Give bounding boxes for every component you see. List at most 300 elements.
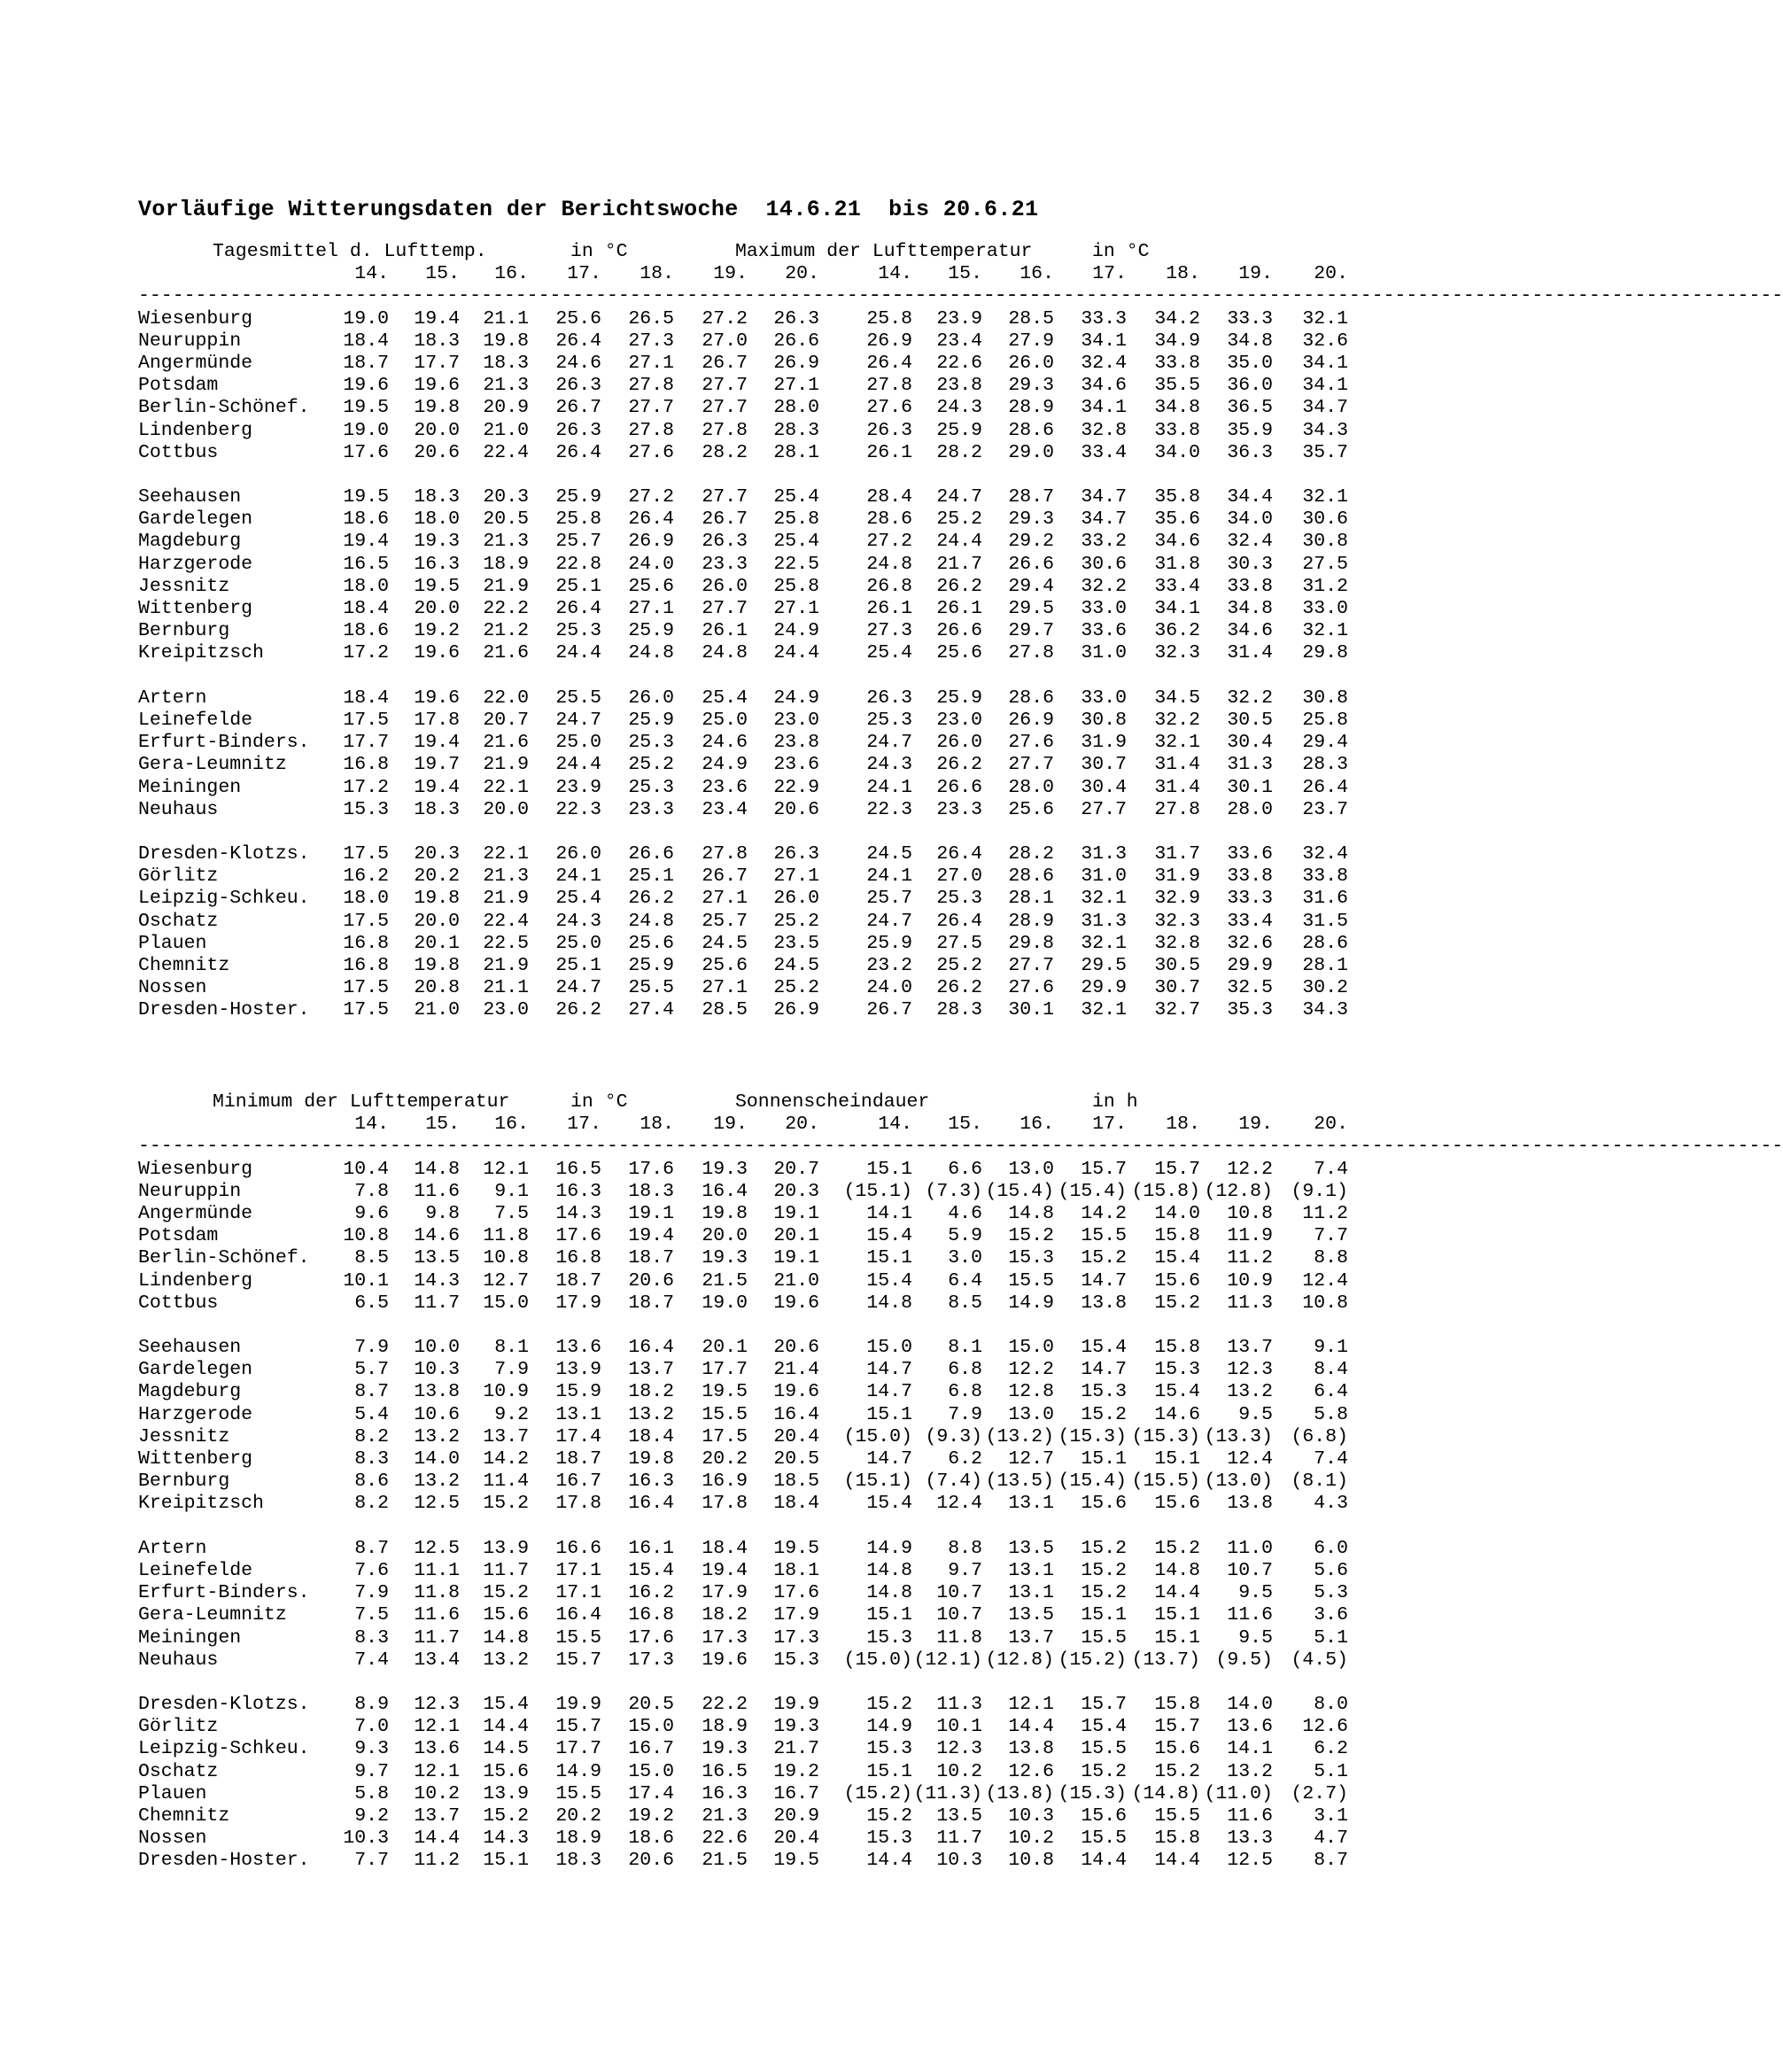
value-cell: 19.8 (702, 1202, 748, 1224)
value-cell: 32.7 (1154, 999, 1200, 1021)
value-cell: 24.4 (555, 754, 601, 776)
value-cell: 24.1 (555, 865, 601, 888)
value-cell: 21.4 (773, 1359, 819, 1381)
day-label: 17. (567, 263, 601, 285)
value-cell: 25.4 (773, 531, 819, 553)
value-cell: 9.7 (948, 1559, 982, 1581)
value-cell: 19.6 (414, 687, 460, 709)
value-cell: 11.8 (414, 1582, 460, 1604)
value-cell: 16.8 (343, 955, 389, 976)
value-cell: 17.3 (628, 1649, 674, 1671)
day-label: 17. (1092, 263, 1127, 285)
station-name: Artern (138, 687, 207, 709)
value-cell: 19.6 (773, 1381, 819, 1403)
value-cell: 11.7 (414, 1292, 460, 1314)
column-group-unit: in °C (1092, 241, 1150, 262)
value-cell: 5.8 (1314, 1403, 1348, 1425)
value-cell: 31.0 (1081, 865, 1127, 888)
value-cell: 9.1 (1314, 1337, 1348, 1359)
value-cell: 12.5 (1227, 1850, 1273, 1872)
value-cell: 27.6 (1008, 977, 1054, 999)
value-cell: 19.1 (773, 1202, 819, 1224)
station-name: Angermünde (138, 352, 253, 374)
value-cell: 29.5 (1008, 598, 1054, 619)
value-cell: 16.2 (628, 1582, 674, 1604)
value-cell: 25.3 (555, 620, 601, 642)
station-name: Magdeburg (138, 531, 242, 553)
value-cell: 26.9 (866, 330, 912, 352)
value-cell: 11.3 (936, 1694, 982, 1716)
value-cell: 11.7 (936, 1828, 982, 1850)
value-cell: 13.8 (1008, 1738, 1054, 1760)
value-cell: 13.7 (1227, 1337, 1273, 1359)
value-cell: 9.7 (354, 1760, 389, 1782)
value-cell: 22.6 (936, 352, 982, 374)
value-cell: 12.4 (1302, 1269, 1348, 1292)
value-cell: 26.4 (936, 843, 982, 865)
value-cell: 5.4 (354, 1403, 389, 1425)
value-cell: 17.4 (555, 1425, 601, 1447)
value-cell: 28.6 (1008, 419, 1054, 441)
station-name: Görlitz (138, 865, 219, 888)
value-cell: 27.5 (936, 932, 982, 954)
value-cell: 18.3 (628, 1180, 674, 1202)
value-cell: 21.9 (483, 754, 529, 776)
value-cell: 24.7 (555, 977, 601, 999)
value-cell: 18.4 (773, 1493, 819, 1515)
value-cell: 25.9 (555, 486, 601, 508)
day-label: 16. (494, 263, 529, 285)
value-cell: 31.4 (1227, 642, 1273, 664)
value-cell: 15.2 (866, 1805, 912, 1827)
value-cell: 18.3 (414, 330, 460, 352)
value-cell: 11.7 (483, 1559, 529, 1581)
value-cell: 12.5 (414, 1493, 460, 1515)
value-cell: 25.4 (555, 888, 601, 910)
value-cell: 34.3 (1302, 419, 1348, 441)
value-cell: 17.5 (343, 999, 389, 1021)
value-cell: 26.3 (555, 419, 601, 441)
value-cell: 31.3 (1081, 910, 1127, 932)
value-cell: 28.1 (773, 441, 819, 463)
value-cell: 15.1 (1154, 1626, 1200, 1649)
value-cell: 13.1 (1008, 1559, 1054, 1581)
value-cell: 10.3 (1008, 1805, 1054, 1827)
value-cell: 22.2 (702, 1694, 748, 1716)
value-cell: 8.2 (354, 1493, 389, 1515)
value-cell: 8.4 (1314, 1359, 1348, 1381)
value-cell: 34.5 (1154, 687, 1200, 709)
value-cell: 20.8 (414, 977, 460, 999)
value-cell: 20.6 (628, 1269, 674, 1292)
station-name: Gera-Leumnitz (138, 754, 287, 776)
station-name: Erfurt-Binders. (138, 1582, 310, 1604)
value-cell: 24.0 (628, 553, 674, 575)
value-cell: 24.9 (773, 687, 819, 709)
value-cell: 19.4 (414, 307, 460, 330)
value-cell: 27.6 (628, 441, 674, 463)
value-cell: 27.8 (628, 419, 674, 441)
value-cell: 13.7 (483, 1425, 529, 1447)
value-cell: 25.8 (866, 307, 912, 330)
value-cell: 15.2 (1081, 1247, 1127, 1269)
value-cell: 18.2 (702, 1604, 748, 1626)
value-cell: 27.7 (702, 397, 748, 419)
value-cell: 34.1 (1302, 375, 1348, 397)
value-cell: 31.6 (1302, 888, 1348, 910)
value-cell: 17.1 (555, 1559, 601, 1581)
station-name: Jessnitz (138, 1425, 230, 1447)
value-cell: 8.1 (948, 1337, 982, 1359)
value-cell: 21.6 (483, 642, 529, 664)
value-cell: 10.7 (936, 1604, 982, 1626)
value-cell: 14.0 (1227, 1694, 1273, 1716)
value-cell: 26.1 (936, 598, 982, 619)
value-cell: 33.8 (1154, 419, 1200, 441)
value-cell: 33.3 (1227, 888, 1273, 910)
value-cell: 17.7 (555, 1738, 601, 1760)
value-cell: 32.1 (1302, 620, 1348, 642)
value-cell: 32.9 (1154, 888, 1200, 910)
value-cell: 13.4 (414, 1649, 460, 1671)
value-cell: 13.7 (1008, 1626, 1054, 1649)
value-cell: 3.0 (948, 1247, 982, 1269)
value-cell: 13.8 (1227, 1493, 1273, 1515)
value-cell: 15.5 (1081, 1738, 1127, 1760)
value-cell: 33.2 (1081, 531, 1127, 553)
value-cell: 26.0 (702, 575, 748, 597)
value-cell: 25.9 (936, 419, 982, 441)
value-cell: 16.3 (555, 1180, 601, 1202)
value-cell: 21.7 (936, 553, 982, 575)
value-cell: 27.9 (1008, 330, 1054, 352)
station-name: Nossen (138, 1828, 207, 1850)
value-cell: 20.9 (483, 397, 529, 419)
value-cell: 25.6 (555, 307, 601, 330)
value-cell: 17.5 (343, 977, 389, 999)
value-cell: 10.7 (1227, 1559, 1273, 1581)
value-cell: 15.2 (1154, 1292, 1200, 1314)
station-name: Seehausen (138, 486, 242, 508)
value-cell: 25.9 (628, 709, 674, 731)
value-cell: 33.4 (1081, 441, 1127, 463)
value-cell: 19.2 (414, 620, 460, 642)
value-cell: 32.3 (1154, 642, 1200, 664)
value-cell: (13.8) (985, 1782, 1054, 1804)
value-cell: 27.7 (1008, 955, 1054, 976)
value-cell: 20.0 (702, 1225, 748, 1247)
value-cell: 27.7 (702, 375, 748, 397)
value-cell: 10.3 (936, 1850, 982, 1872)
value-cell: 14.8 (414, 1158, 460, 1180)
value-cell: 7.8 (354, 1180, 389, 1202)
day-label: 19. (1238, 263, 1273, 285)
value-cell: 23.4 (702, 798, 748, 820)
value-cell: 15.1 (866, 1604, 912, 1626)
value-cell: 13.9 (483, 1782, 529, 1804)
value-cell: 26.0 (1008, 352, 1054, 374)
value-cell: 5.6 (1314, 1559, 1348, 1581)
value-cell: 33.8 (1227, 865, 1273, 888)
value-cell: 27.1 (628, 598, 674, 619)
value-cell: 12.5 (414, 1537, 460, 1559)
value-cell: 14.4 (483, 1716, 529, 1738)
value-cell: 33.8 (1154, 352, 1200, 374)
station-name: Kreipitzsch (138, 1493, 264, 1515)
value-cell: 27.8 (628, 375, 674, 397)
value-cell: 10.8 (1227, 1202, 1273, 1224)
value-cell: 27.8 (1154, 798, 1200, 820)
value-cell: 13.6 (555, 1337, 601, 1359)
station-name: Chemnitz (138, 1805, 230, 1827)
value-cell: 22.4 (483, 441, 529, 463)
station-name: Harzgerode (138, 553, 253, 575)
value-cell: 14.8 (1154, 1559, 1200, 1581)
value-cell: 18.7 (555, 1269, 601, 1292)
value-cell: 34.1 (1154, 598, 1200, 619)
value-cell: 15.6 (483, 1760, 529, 1782)
value-cell: 26.2 (628, 888, 674, 910)
value-cell: 14.4 (1154, 1850, 1200, 1872)
value-cell: 21.9 (483, 575, 529, 597)
value-cell: 26.2 (936, 977, 982, 999)
value-cell: 13.5 (936, 1805, 982, 1827)
value-cell: 15.8 (1154, 1337, 1200, 1359)
value-cell: 7.5 (354, 1604, 389, 1626)
value-cell: 11.0 (1227, 1537, 1273, 1559)
value-cell: 23.2 (866, 955, 912, 976)
value-cell: 5.8 (354, 1782, 389, 1804)
value-cell: 25.2 (628, 754, 674, 776)
value-cell: 26.6 (936, 620, 982, 642)
value-cell: 28.1 (1302, 955, 1348, 976)
value-cell: 6.0 (1314, 1537, 1348, 1559)
value-cell: 26.6 (936, 776, 982, 798)
value-cell: 19.0 (343, 307, 389, 330)
station-name: Jessnitz (138, 575, 230, 597)
value-cell: 18.9 (702, 1716, 748, 1738)
value-cell: 31.5 (1302, 910, 1348, 932)
value-cell: 31.2 (1302, 575, 1348, 597)
value-cell: 15.3 (1008, 1247, 1054, 1269)
value-cell: 15.2 (1154, 1760, 1200, 1782)
value-cell: 21.3 (483, 865, 529, 888)
value-cell: 26.4 (1302, 776, 1348, 798)
value-cell: 21.9 (483, 955, 529, 976)
value-cell: 20.6 (628, 1850, 674, 1872)
value-cell: 10.8 (343, 1225, 389, 1247)
value-cell: 13.0 (1008, 1403, 1054, 1425)
value-cell: 23.0 (936, 709, 982, 731)
value-cell: 29.9 (1227, 955, 1273, 976)
value-cell: 28.6 (1008, 865, 1054, 888)
station-name: Angermünde (138, 1202, 253, 1224)
value-cell: 14.6 (414, 1225, 460, 1247)
value-cell: 12.7 (1008, 1448, 1054, 1470)
value-cell: 17.2 (343, 642, 389, 664)
value-cell: 25.9 (936, 687, 982, 709)
value-cell: 15.2 (1008, 1225, 1054, 1247)
day-label: 20. (785, 1114, 819, 1136)
station-name: Wittenberg (138, 598, 253, 619)
value-cell: 9.5 (1238, 1582, 1273, 1604)
value-cell: 24.7 (936, 486, 982, 508)
value-cell: 24.6 (702, 732, 748, 754)
value-cell: 8.3 (354, 1626, 389, 1649)
value-cell: 21.3 (702, 1805, 748, 1827)
value-cell: (15.0) (843, 1649, 912, 1671)
value-cell: 4.3 (1314, 1493, 1348, 1515)
value-cell: 13.3 (1227, 1828, 1273, 1850)
value-cell: 15.0 (866, 1337, 912, 1359)
value-cell: 17.5 (343, 709, 389, 731)
station-name: Lindenberg (138, 1269, 253, 1292)
value-cell: 21.0 (483, 419, 529, 441)
station-name: Leinefelde (138, 709, 253, 731)
value-cell: 34.8 (1227, 330, 1273, 352)
value-cell: 24.8 (702, 642, 748, 664)
value-cell: 14.8 (866, 1582, 912, 1604)
value-cell: 26.3 (773, 843, 819, 865)
value-cell: 20.4 (773, 1425, 819, 1447)
value-cell: 15.2 (1081, 1559, 1127, 1581)
value-cell: 30.7 (1081, 754, 1127, 776)
value-cell: 28.5 (702, 999, 748, 1021)
value-cell: 22.4 (483, 910, 529, 932)
value-cell: 19.5 (343, 397, 389, 419)
column-group-title: Tagesmittel d. Lufttemp. (213, 241, 487, 262)
value-cell: 14.8 (1008, 1202, 1054, 1224)
value-cell: 7.7 (1314, 1225, 1348, 1247)
value-cell: (15.4) (985, 1180, 1054, 1202)
value-cell: 21.1 (483, 307, 529, 330)
value-cell: 31.4 (1154, 776, 1200, 798)
value-cell: 19.5 (702, 1381, 748, 1403)
value-cell: 32.6 (1227, 932, 1273, 954)
value-cell: 21.3 (483, 375, 529, 397)
value-cell: 8.7 (354, 1381, 389, 1403)
value-cell: 19.3 (702, 1247, 748, 1269)
value-cell: 18.4 (343, 330, 389, 352)
value-cell: 5.1 (1314, 1626, 1348, 1649)
value-cell: 16.3 (628, 1471, 674, 1493)
value-cell: 8.7 (1314, 1850, 1348, 1872)
value-cell: 14.9 (866, 1537, 912, 1559)
value-cell: (13.5) (985, 1471, 1054, 1493)
value-cell: (15.2) (1058, 1649, 1127, 1671)
value-cell: 26.9 (628, 531, 674, 553)
value-cell: 14.7 (1081, 1359, 1127, 1381)
value-cell: 15.3 (866, 1626, 912, 1649)
value-cell: 33.0 (1081, 598, 1127, 619)
value-cell: 18.4 (628, 1425, 674, 1447)
value-cell: 20.2 (555, 1805, 601, 1827)
value-cell: 14.8 (483, 1626, 529, 1649)
value-cell: 13.2 (483, 1649, 529, 1671)
value-cell: 15.5 (1081, 1626, 1127, 1649)
value-cell: 29.0 (1008, 441, 1054, 463)
value-cell: 36.0 (1227, 375, 1273, 397)
value-cell: 26.7 (555, 397, 601, 419)
value-cell: 18.9 (483, 553, 529, 575)
value-cell: 13.6 (414, 1738, 460, 1760)
value-cell: 21.2 (483, 620, 529, 642)
value-cell: 23.0 (483, 999, 529, 1021)
value-cell: 34.8 (1227, 598, 1273, 619)
value-cell: 32.1 (1154, 732, 1200, 754)
value-cell: 3.1 (1314, 1805, 1348, 1827)
station-name: Leinefelde (138, 1559, 253, 1581)
value-cell: 26.4 (555, 598, 601, 619)
value-cell: 27.0 (702, 330, 748, 352)
day-label: 20. (1314, 1114, 1348, 1136)
value-cell: 34.8 (1154, 397, 1200, 419)
value-cell: 17.5 (343, 910, 389, 932)
value-cell: 33.3 (1081, 307, 1127, 330)
station-name: Neuhaus (138, 1649, 219, 1671)
value-cell: 15.1 (1154, 1604, 1200, 1626)
station-name: Magdeburg (138, 1381, 242, 1403)
value-cell: 10.8 (1302, 1292, 1348, 1314)
value-cell: 34.6 (1081, 375, 1127, 397)
day-label: 14. (354, 1114, 389, 1136)
value-cell: 15.5 (1154, 1805, 1200, 1827)
column-group-title: Sonnenscheindauer (735, 1091, 930, 1113)
value-cell: 25.5 (628, 977, 674, 999)
station-name: Dresden-Hoster. (138, 999, 310, 1021)
value-cell: 25.5 (555, 687, 601, 709)
day-label: 15. (425, 263, 460, 285)
value-cell: 7.9 (494, 1359, 529, 1381)
value-cell: 9.3 (354, 1738, 389, 1760)
column-group-unit: in °C (570, 1091, 628, 1113)
value-cell: (14.8) (1131, 1782, 1200, 1804)
day-label: 18. (640, 1114, 674, 1136)
value-cell: 18.6 (628, 1828, 674, 1850)
value-cell: 24.9 (773, 620, 819, 642)
value-cell: 34.0 (1227, 508, 1273, 531)
value-cell: 34.0 (1154, 441, 1200, 463)
value-cell: 34.1 (1081, 397, 1127, 419)
value-cell: 27.7 (628, 397, 674, 419)
value-cell: 19.6 (773, 1292, 819, 1314)
value-cell: 19.8 (414, 397, 460, 419)
value-cell: 21.0 (414, 999, 460, 1021)
value-cell: 34.2 (1154, 307, 1200, 330)
value-cell: 14.6 (1154, 1403, 1200, 1425)
value-cell: 28.3 (936, 999, 982, 1021)
value-cell: 17.6 (555, 1225, 601, 1247)
value-cell: 14.4 (866, 1850, 912, 1872)
value-cell: 10.3 (414, 1359, 460, 1381)
value-cell: 15.1 (866, 1247, 912, 1269)
value-cell: 30.4 (1081, 776, 1127, 798)
value-cell: 15.5 (1081, 1828, 1127, 1850)
value-cell: 6.8 (948, 1381, 982, 1403)
value-cell: 13.8 (1081, 1292, 1127, 1314)
day-label: 19. (713, 263, 748, 285)
value-cell: 13.0 (1008, 1158, 1054, 1180)
value-cell: 28.0 (1008, 776, 1054, 798)
value-cell: 13.2 (414, 1425, 460, 1447)
value-cell: 15.2 (1081, 1760, 1127, 1782)
value-cell: 19.3 (414, 531, 460, 553)
value-cell: 15.6 (1081, 1493, 1127, 1515)
value-cell: 26.2 (555, 999, 601, 1021)
value-cell: (15.4) (1058, 1471, 1127, 1493)
value-cell: 24.6 (555, 352, 601, 374)
value-cell: 14.7 (866, 1359, 912, 1381)
